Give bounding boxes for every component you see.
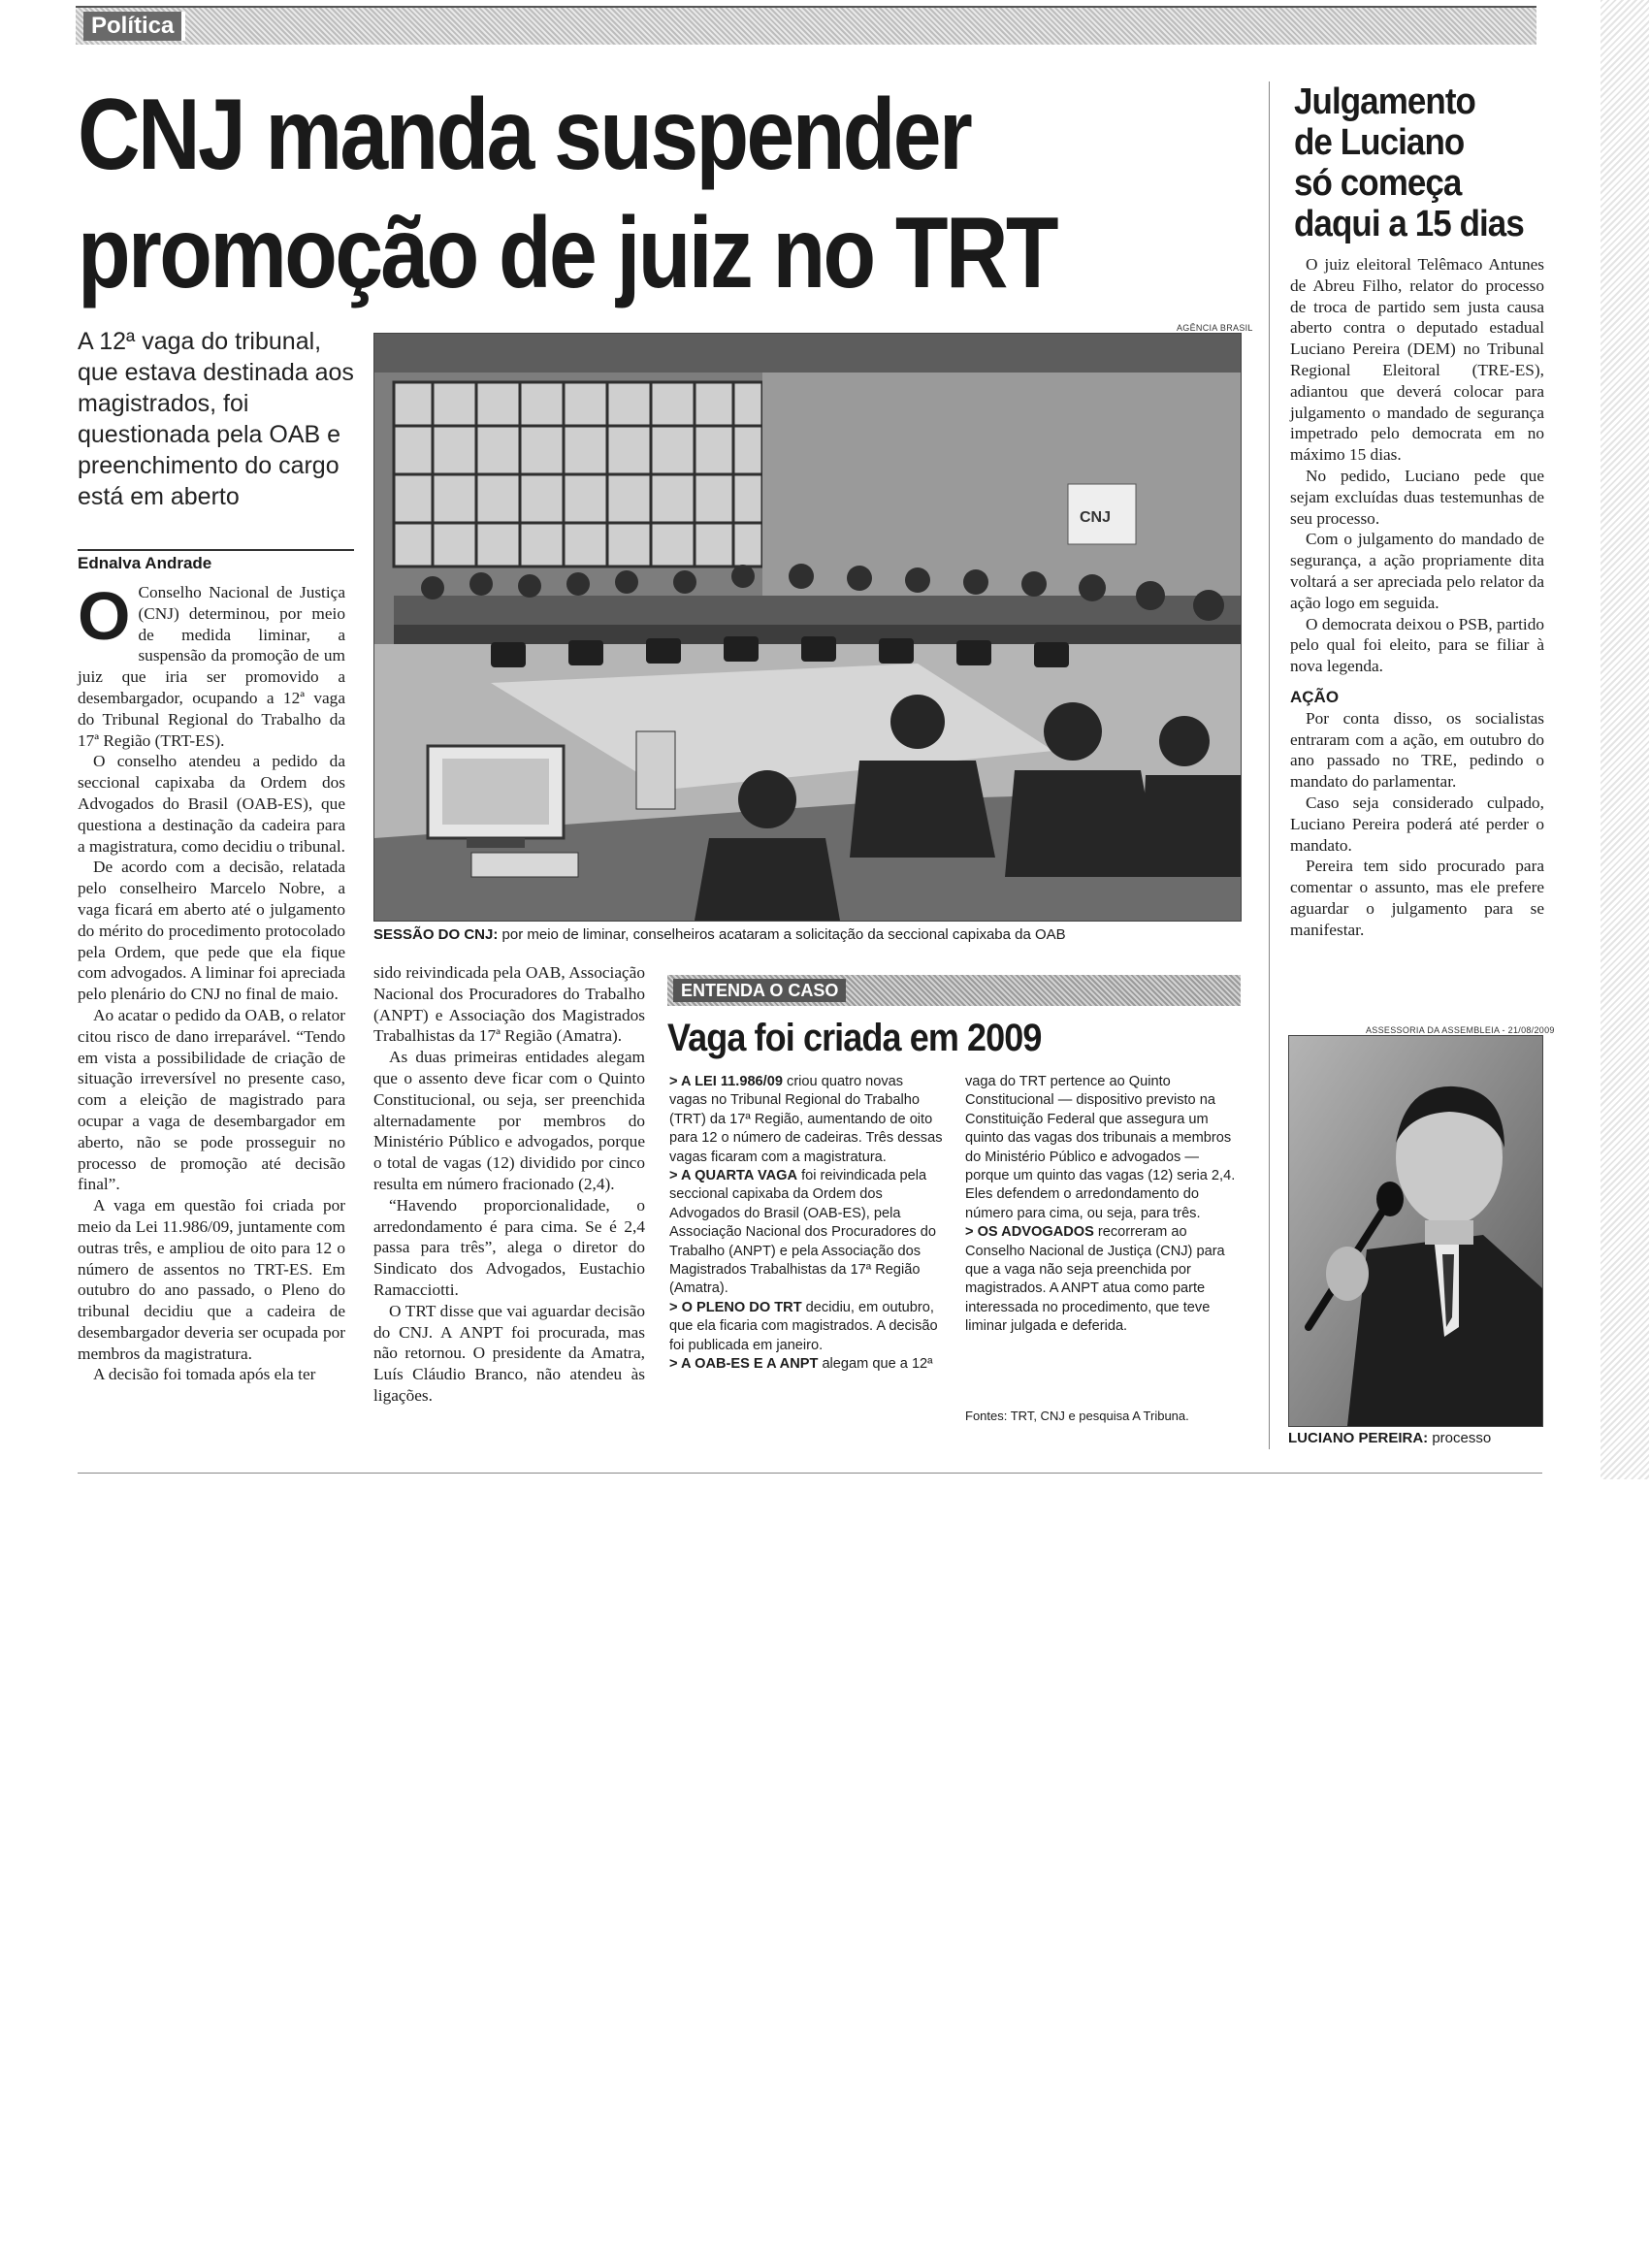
explainer-item: > A LEI 11.986/09 criou quatro novas vagas no Tribunal Regional do Trabalho (TRT) da 17ª Região, aumentando de oito para 12 o número de cadeiras. Três dessas vagas ficaram com a magistratura. (669, 1074, 943, 1165)
headline (78, 76, 1079, 312)
article-paragraph: A vaga em questão foi criada por meio da Lei 11.986/09, juntamente com outras três, e ampliou de oito para 12 o número de assentos no TRT-ES. Em outubro do ano passado, o Pleno do tribunal decidiu que a cadeira de desembargador deveria ser ocupada por membros da magistratura. (78, 1196, 345, 1363)
article-paragraph: “Havendo proporcionalidade, o arredondamento é para cima. Se é 2,4 passa para três”, alega o diretor do Sindicato dos Advogados, Eustachio Ramacciotti. (373, 1195, 645, 1299)
photo-caption-lead: SESSÃO DO CNJ: (373, 926, 499, 943)
explainer-item: vaga do TRT pertence ao Quinto Constitucional — dispositivo previsto na Constituição Federal que assegura um quinto das vagas dos tribunais a membros do Ministério Público e advogados — porque um quinto das vagas (12) seria 2,4. Eles defendem o arredondamento do número para cima, ou seja, para três. (965, 1074, 1236, 1221)
portrait-credit: ASSESSORIA DA ASSEMBLEIA - 21/08/2009 (1366, 1025, 1555, 1035)
portrait-caption-text: processo (1432, 1430, 1492, 1446)
article-paragraph: De acordo com a decisão, relatada pelo conselheiro Marcelo Nobre, a vaga ficará em aberto até o julgamento do mérito do procedimento protocolado pela Ordem, que pede que ela fique com advogados. A liminar foi apreciada pelo plenário do CNJ no final de maio. (78, 858, 345, 1004)
deck: A 12ª vaga do tribunal, que estava destinada aos magistrados, foi questionada pela OAB e preenchimento do cargo está em aberto (78, 328, 354, 510)
article-column-2 (373, 962, 645, 1407)
section-label: Política (83, 12, 185, 41)
section-bar (76, 6, 1536, 45)
scan-edge-texture (1600, 0, 1649, 1479)
photo-caption-text: por meio de liminar, conselheiros acataram a solicitação da seccional capixaba da OAB (501, 926, 1066, 943)
cnj-sign: CNJ (1080, 509, 1112, 526)
drop-cap: O (78, 578, 131, 654)
photo-caption (373, 926, 1246, 944)
sidebar-paragraph: Caso seja considerado culpado, Luciano Pereira poderá até perder o mandato. (1290, 793, 1544, 855)
explainer-band (667, 975, 1241, 1006)
deck-rule (78, 549, 354, 551)
article-paragraph: sido reivindicada pela OAB, Associação Nacional dos Procuradores do Trabalho (ANPT) e Associação dos Magistrados Trabalhistas da 17ª Região (Amatra). (373, 963, 645, 1046)
explainer-title: Vaga foi criada em 2009 (667, 1017, 1042, 1059)
session-photo-illustration (374, 334, 1241, 921)
article-column-1 (78, 578, 345, 1385)
sidebar-title: Julgamento de Luciano só começa daqui a 15 dias (1294, 81, 1524, 244)
headline-line-2: promoção de juiz no TRT (78, 197, 1056, 309)
sidebar-paragraph: O democrata deixou o PSB, partido pelo qual foi eleito, para se filiar à nova legenda. (1290, 614, 1544, 676)
portrait-photo (1288, 1035, 1543, 1427)
explainer-item: > OS ADVOGADOS recorreram ao Conselho Nacional de Justiça (CNJ) para que a vaga não seja preenchida por magistrados. A ANPT atua como parte interessada no procedimento, que teve liminar julgada e deferida. (965, 1224, 1225, 1335)
portrait-caption-lead: LUCIANO PEREIRA: (1288, 1430, 1429, 1446)
session-photo (373, 333, 1242, 922)
explainer-tag: ENTENDA O CASO (673, 979, 846, 1002)
explainer-source: Fontes: TRT, CNJ e pesquisa A Tribuna. (965, 1409, 1189, 1423)
article-paragraph: As duas primeiras entidades alegam que o assento deve ficar com o Quinto Constitucional, ou seja, ser preenchida alternadamente por membros do Ministério Público e advogados, porque o total de vagas (12) dividido por cinco resulta em número fracionado (2,4). (373, 1048, 645, 1193)
photo-credit: AGÊNCIA BRASIL (1177, 323, 1253, 333)
article-paragraph: O Conselho Nacional de Justiça (CNJ) determinou, por meio de medida liminar, a suspensão da promoção de um juiz que iria ser promovido a desembargador, ocupando a 12ª vaga do Tribunal Regional do Trabalho da 17ª Região (TRT-ES). (78, 578, 345, 750)
explainer-column-1 (669, 1073, 945, 1375)
byline: Ednalva Andrade (78, 554, 212, 572)
explainer-item: > A OAB-ES E A ANPT alegam que a 12ª (669, 1356, 933, 1373)
article-paragraph: O conselho atendeu a pedido da seccional capixaba da Ordem dos Advogados do Brasil (OAB-ES), que questiona a destinação da cadeira para a magistratura, como decidiu o tribunal. (78, 752, 345, 856)
explainer-item: > A QUARTA VAGA foi reivindicada pela seccional capixaba da Ordem dos Advogados do Brasil (OAB-ES), pela Associação Nacional dos Procuradores do Trabalho (ANPT) e pela Associação dos Magistrados Trabalhistas da 17ª Região (Amatra). (669, 1168, 937, 1297)
sidebar-paragraph: Por conta disso, os socialistas entraram com a ação, em outubro do ano passado no TRE, pedindo o mandato do parlamentar. (1290, 708, 1544, 792)
article-paragraph: Ao acatar o pedido da OAB, o relator citou risco de dano irreparável. “Tendo em vista a possibilidade de criação de situação irreversível no presente caso, com a eleição de magistrado para ocupar a vaga de desembargador em aberto, não se pode prosseguir no processo de promoção até decisão final”. (78, 1005, 345, 1194)
sidebar-paragraph: No pedido, Luciano pede que sejam excluídas duas testemunhas de seu processo. (1290, 466, 1544, 528)
explainer-column-2 (965, 1073, 1241, 1337)
sidebar-divider (1269, 81, 1270, 1449)
sidebar-paragraph: O juiz eleitoral Telêmaco Antunes de Abreu Filho, relator do processo de troca de partido sem justa causa aberto contra o deputado estadual Luciano Pereira (DEM) no Tribunal Regional Eleitoral (TRE-ES), adiantou que deverá colocar para julgamento o mandado de segurança impetrado pelo democrata em no máximo 15 dias. (1290, 255, 1544, 465)
sidebar-paragraph: Pereira tem sido procurado para comentar o assunto, mas ele prefere aguardar o julgamento para se manifestar. (1290, 857, 1544, 939)
sidebar-paragraph: Com o julgamento do mandado de segurança, a ação propriamente dita voltará a ser apreciada pelo relator da ação logo em seguida. (1290, 530, 1544, 612)
portrait-illustration (1289, 1036, 1542, 1426)
article-paragraph: O TRT disse que vai aguardar decisão do CNJ. A ANPT foi procurada, mas não retornou. O presidente da Amatra, Luís Cláudio Branco, não atendeu às ligações. (373, 1301, 645, 1405)
sidebar-subhead: AÇÃO (1290, 687, 1340, 706)
windows (394, 382, 762, 567)
explainer-item: > O PLENO DO TRT decidiu, em outubro, que ela ficaria com magistrados. A decisão foi publicada em janeiro. (669, 1299, 938, 1353)
headline-line-1: CNJ manda suspender (78, 79, 971, 191)
sidebar-body (1290, 254, 1544, 941)
bottom-rule (78, 1473, 1542, 1474)
portrait-caption (1288, 1430, 1491, 1446)
article-paragraph: A decisão foi tomada após ela ter (93, 1365, 316, 1384)
